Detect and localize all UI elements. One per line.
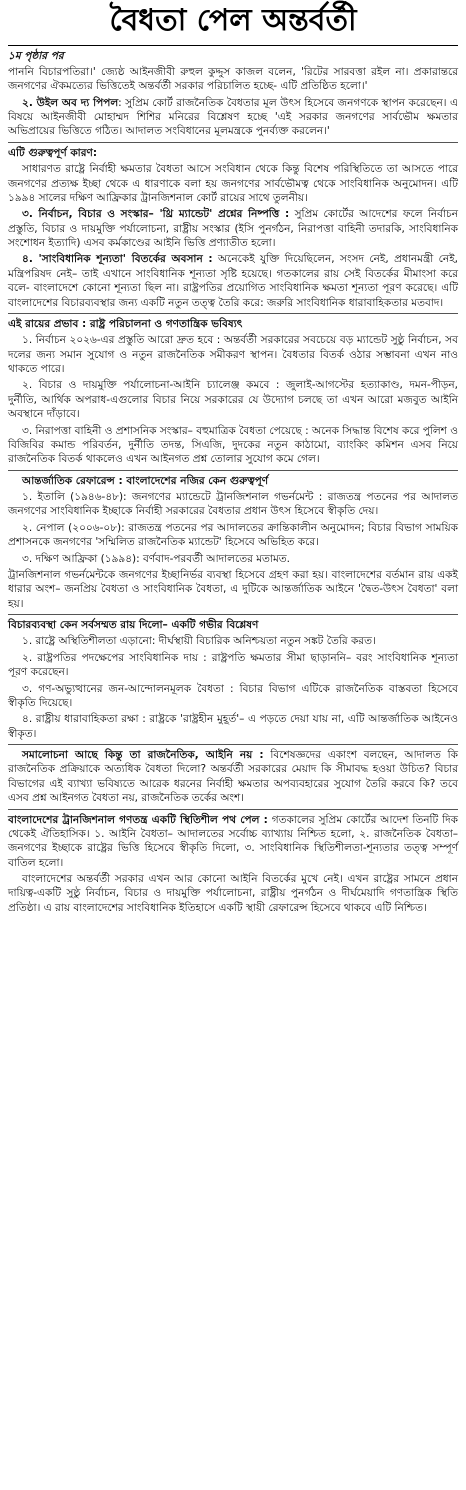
- section-2-paragraph: ২. উইল অব দ্য পিপল: সুপ্রিম কোর্ট রাজনৈতিক বৈধতার মূল উৎস হিসেবে জনগণকে স্থাপন করেছেন। এ বিষয়ে আইনজীবী মোহাম্মদ শিশির মনিরের বিশ্লেষণ হচ্ছে 'এই সরকার জনগণের সার্বভৌম ক্ষমতার অভিপ্রায়ের ভিত্তিতে গঠিত। আদালত সংবিধানের মূলমন্ত্রকে পুনর্ব্যক্ত করলেন।': [8, 96, 458, 138]
- analysis-item-3: ৩. গণ-অভ্যুত্থানের জন-আন্দোলনমূলক বৈধতা : বিচার বিভাগ এটিকে রাজনৈতিক বাস্তবতা হিসেবে স্বীকৃতি দিয়েছে।: [8, 682, 458, 709]
- section-2-heading: ২. উইল অব দ্য পিপল: [22, 96, 119, 109]
- jump-label: ১ম পৃষ্ঠার পর: [8, 49, 64, 62]
- analysis-heading: বিচারব্যবস্থা কেন সর্বসম্মত রায় দিলো– একটি গভীর বিশ্লেষণ: [8, 619, 259, 631]
- international-item-2: ২. নেপাল (২০০৬-০৮): রাজতন্ত্র পতনের পর আদালতের ক্রান্তিকালীন অনুমোদন; বিচার বিভাগ সাময়িক প্রশাসনকে জনগণের 'সম্মিলিত রাজনৈতিক ম্যান্ডেট' হিসেবে অভিহিত করে।: [8, 521, 458, 549]
- analysis-item-2: ২. রাষ্ট্রপতির পদক্ষেপের সাংবিধানিক দায় : রাষ্ট্রপতি ক্ষমতার সীমা ছাড়াননি– বরং সাংবিধানিক শূন্যতা পূরণ করেছেন।: [8, 651, 458, 679]
- stability-heading: বাংলাদেশের ট্রানজিশনাল গণতন্ত্র একটি স্থিতিশীল পথ পেল :: [8, 813, 268, 826]
- section-3-heading: ৩. নির্বাচন, বিচার ও সংস্কার– 'থ্রি ম্যান্ডেট' প্রশ্নের নিষ্পত্তি :: [22, 208, 290, 221]
- effect-item-3: ৩. নিরাপত্তা বাহিনী ও প্রশাসনিক সংস্কার– বহুমাত্রিক বৈধতা পেয়েছে : অনেক সিদ্ধান্ত বিশেষ করে পুলিশ ও বিজিবির কমান্ড পরিবর্তন, দুর্নীতি তদন্ত, সিএজি, দুদকের নতুন কাঠামো, ব্যাংকিং কমিশন এসব নিয়ে রাজনৈতিক বিতর্ক থাকলেও এখন আইনগত প্রশ্ন তোলার সুযোগ কমে গেল।: [8, 424, 458, 466]
- section-3-paragraph: ৩. নির্বাচন, বিচার ও সংস্কার– 'থ্রি ম্যান্ডেট' প্রশ্নের নিষ্পত্তি : সুপ্রিম কোর্টের আদেশের ফলে নির্বাচন প্রস্তুতি, বিচার ও দায়মুক্তি পর্যালোচনা, রাষ্ট্রীয় সংস্কার (ইসি পুনর্গঠন, নিরাপত্তা বাহিনী তদারকি, সাংবিধানিক সংশোধন ইত্যাদি) এসব কর্মকাণ্ডের আইনি ভিত্তি প্রণ্যাতীত হলো।: [8, 208, 458, 249]
- analysis-item-4: ৪. রাষ্ট্রীয় ধারাবাহিকতা রক্ষা : রাষ্ট্রকে 'রাষ্ট্রহীন মুহূর্ত'– এ পড়তে দেয়া যায় না, এটি আন্তর্জাতিক আইনেও স্বীকৃত।: [8, 713, 458, 740]
- section-4-paragraph: ৪. 'সাংবিধানিক শূন্যতা' বিতর্কের অবসান : অনেকেই যুক্তি দিয়েছিলেন, সংসদ নেই, প্রধানমন্ত্রী নেই, মন্ত্রিপরিষদ নেই– তাই এখানে সাংবিধানিক শূন্যতা সৃষ্টি হয়েছে। গতকালের রায় সেই বিতর্কের মীমাংসা করে বলে- বাংলাদেশে কোনো শূন্যতা ছিল না। রাষ্ট্রপতির প্রয়োগিত সাংবিধানিক ক্ষমতা শূন্যতা পূরণ করেছে। এটি বাংলাদেশের বিচারব্যবস্থার জন্য একটি নতুন তত্ত্ব তৈরি করে: জরুরি সাংবিধানিক ধারাবাহিকতার মতবাদ।: [8, 253, 458, 309]
- stability-paragraph: বাংলাদেশের ট্রানজিশনাল গণতন্ত্র একটি স্থিতিশীল পথ পেল : গতকালের সুপ্রিম কোর্টের আদেশ তিনটি দিক থেকেই ঐতিহাসিক। ১. আইনি বৈধতা– আদালতের সর্বোচ্চ ব্যাখ্যায় নিশ্চিত হলো, ২. রাজনৈতিক বৈধতা– জনগণের ইচ্ছাকে রাষ্ট্রের ভিত্তি হিসেবে স্বীকৃতি দিলো, ৩. সাংবিধানিক স্থিতিশীলতা-শূন্যতার তত্ত্ব সম্পূর্ণ বাতিল হলো।: [8, 813, 459, 869]
- headline-divider: [8, 45, 458, 46]
- effect-item-1: ১. নির্বাচন ২০২৬-এর প্রস্তুতি আরো দ্রুত হবে : অন্তর্বর্তী সরকারের সবচেয়ে বড় ম্যান্ডেট সুষ্ঠু নির্বাচন, সব দলের জন্য সমান সুযোগ ও নতুন রাজনৈতিক সমীকরণ স্থাপন। বৈধতার বিতর্ক ওঠার সম্ভাবনা এখন নাও থাকতে পারে।: [8, 334, 458, 375]
- importance-heading: এটি গুরুত্বপূর্ণ কারণ:: [8, 146, 98, 159]
- international-heading: আন্তর্জাতিক রেফারেন্স : বাংলাদেশের নজির কেন গুরুত্বপূর্ণ: [22, 474, 269, 487]
- criticism-paragraph: সমালোচনা আছে কিন্তু তা রাজনৈতিক, আইনি নয় : বিশেষজ্ঞদের একাংশ বলছেন, আদালত কি রাজনৈতিক প্রক্রিয়াকে অত্যধিক বৈধতা দিলো? অন্তর্বর্তী সরকারের মেয়াদ কি সীমাবদ্ধ হওয়া উচিত? বিচার বিভাগের এই ব্যাখ্যা ভবিষ্যতে আরেক ধরনের নির্বাহী ক্ষমতার অপব্যবহারের সুযোগ তৈরি করবে কি? তবে এসব প্রশ্ন আইনগত বৈধতা নয়, রাজনৈতিক তর্কের অংশ।: [8, 749, 458, 805]
- divider: [8, 614, 458, 615]
- intro-paragraph: পাননি বিচারপতিরা।' জ্যেষ্ঠ আইনজীবী রুহুল কুদ্দুস কাজল বলেন, 'রিটের সারবত্তা রইল না। প্রকারান্তরে জনগণের ঐকমত্যের ভিত্তিতেই অন্তর্বর্তী সরকার পরিচালিত হচ্ছে- এটি প্রতিষ্ঠিত হলো।': [8, 65, 458, 93]
- continuation-paragraph: [8, 49, 458, 63]
- criticism-heading: সমালোচনা আছে কিন্তু তা রাজনৈতিক, আইনি নয় :: [22, 749, 264, 761]
- divider: [8, 313, 458, 314]
- divider: [8, 744, 458, 745]
- international-paragraph: ট্রানজিশনাল গভর্নমেন্টকে জনগণের ইচ্ছানির্ভর ব্যবস্থা হিসেবে গ্রহণ করা হয়। বাংলাদেশের বর্তমান রায় একই ধারার অংশ– জনপ্রিয় বৈধতা ও সাংবিধানিক বৈধতা, এ দুটিকে আন্তর্জাতিক আইনে 'দ্বৈত-উৎস বৈধতা' বলা হয়।: [8, 568, 458, 610]
- divider: [8, 142, 458, 143]
- analysis-item-1: ১. রাষ্ট্রে অস্থিতিশীলতা এড়ানো: দীর্ঘস্থায়ী বিচারিক অনিশ্চয়তা নতুন সঙ্কট তৈরি করত।: [22, 635, 376, 648]
- section-4-heading: ৪. 'সাংবিধানিক শূন্যতা' বিতর্কের অবসান :: [22, 253, 213, 266]
- divider: [8, 470, 458, 471]
- effect-heading: এই রায়ের প্রভাব : রাষ্ট্র পরিচালনা ও গণতান্ত্রিক ভবিষ্যৎ: [8, 317, 243, 330]
- divider: [8, 809, 458, 810]
- effect-item-2: ২. বিচার ও দায়মুক্তি পর্যালোচনা-আইনি চ্যালেঞ্জ কমবে : জুলাই-আগস্টের হত্যাকাণ্ড, দমন-পীড়ন, দুর্নীতি, আর্থিক অপরাধ-এগুলোর বিচার নিয়ে সরকারের যে উদ্যোগ চলছে তা এখন আরো মজবুত আইনি অবস্থানে দাঁড়াবে।: [8, 379, 458, 421]
- international-item-1: ১. ইতালি (১৯৪৬-৪৮): জনগণের ম্যান্ডেটে ট্রানজিশনাল গভর্নমেন্ট : রাজতন্ত্র পতনের পর আদালত জনগণের সাংবিধানিক ইচ্ছাকে নির্বাহী সরকারের বৈধতার প্রধান উৎস হিসেবে স্বীকৃতি দেয়।: [8, 491, 458, 518]
- international-item-3: ৩. দক্ষিণ আফ্রিকা (১৯৯৪): বর্ণবাদ-পরবর্তী আদালতের মতামত.: [22, 552, 290, 565]
- closing-paragraph: বাংলাদেশের অন্তর্বর্তী সরকার এখন আর কোনো আইনি বিতর্কের মুখে নেই। এখন রাষ্ট্রের সামনে প্রধান দায়িত্ব-একটি সুষ্ঠু নির্বাচন, বিচার ও দায়মুক্তি পর্যালোচনা, রাষ্ট্রীয় পুনর্গঠন ও দীর্ঘমেয়াদি গণতান্ত্রিক স্থিতি প্রতিষ্ঠা। এ রায় বাংলাদেশের সাংবিধানিক ইতিহাসে একটি স্থায়ী রেফারেন্স হিসেবে থাকবে এটি নিশ্চিত।: [8, 873, 458, 914]
- importance-paragraph: সাধারণত রাষ্ট্রে নির্বাহী ক্ষমতার বৈধতা আসে সংবিধান থেকে কিন্তু বিশেষ পরিস্থিতিতে তা আসতে পারে জনগণের প্রত্যক্ষ ইচ্ছা থেকে এ ধারণাকে বলা হয় জনগণের সার্বভৌমত্ব থেকে সাংবিধানিক অনুমোদন। এটি ১৯৯৪ সালের দক্ষিণ আফ্রিকার ট্রানজিশনাল কোর্ট রায়ের সাথে তুলনীয়।: [8, 163, 458, 204]
- headline: বৈধতা পেল অন্তর্বর্তী: [109, 3, 357, 38]
